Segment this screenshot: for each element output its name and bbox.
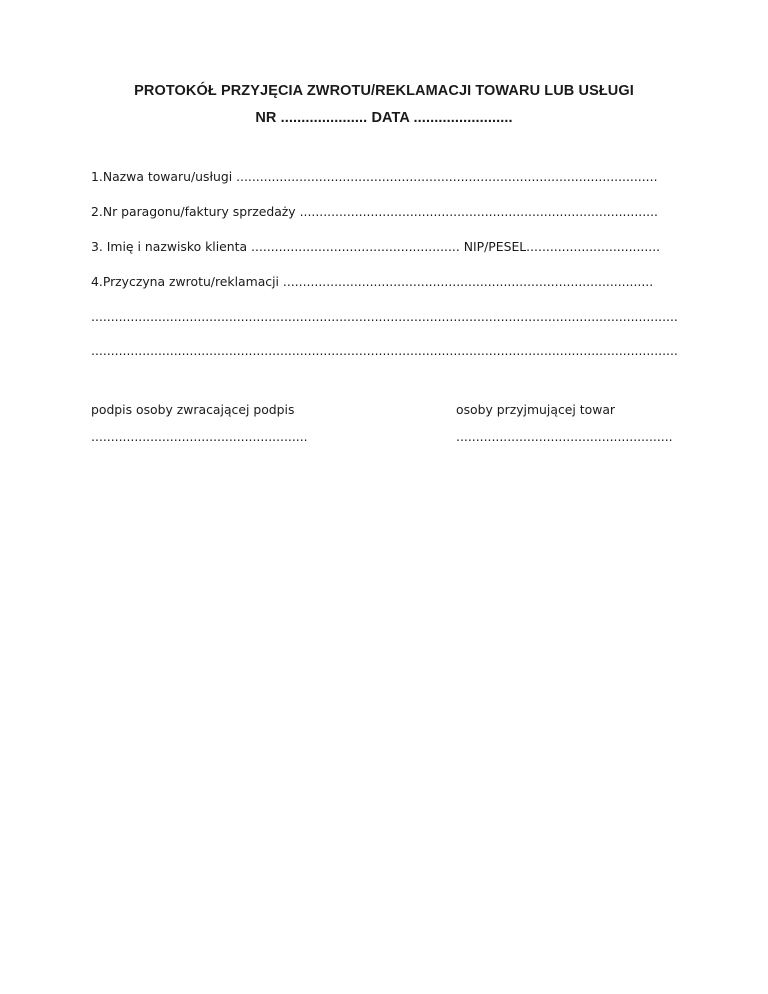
field-reason-line-3: ..................................................................................................................................................... [91,343,678,358]
signature-left-label: podpis osoby zwracającej podpis [91,402,295,417]
field-product-name: 1.Nazwa towaru/usługi ........................................................................................................... [91,169,658,184]
field-reason: 4.Przyczyna zwrotu/reklamacji .............................................................................................. [91,274,654,289]
field-reason-line-2: ..................................................................................................................................................... [91,309,678,324]
signature-right-label: osoby przyjmującej towar [456,402,616,417]
document-number-date: NR ..................... DATA ........................ [255,110,513,126]
signature-right-line: ....................................................... [456,429,673,444]
signature-left-line: ....................................................... [91,429,308,444]
document-title: PROTOKÓŁ PRZYJĘCIA ZWROTU/REKLAMACJI TOWARU LUB USŁUGI [134,83,634,99]
field-receipt-number: 2.Nr paragonu/faktury sprzedaży ........................................................................................... [91,204,658,219]
field-client-name-nip: 3. Imię i nazwisko klienta ..................................................... NIP/PESEL.................................. [91,239,661,254]
